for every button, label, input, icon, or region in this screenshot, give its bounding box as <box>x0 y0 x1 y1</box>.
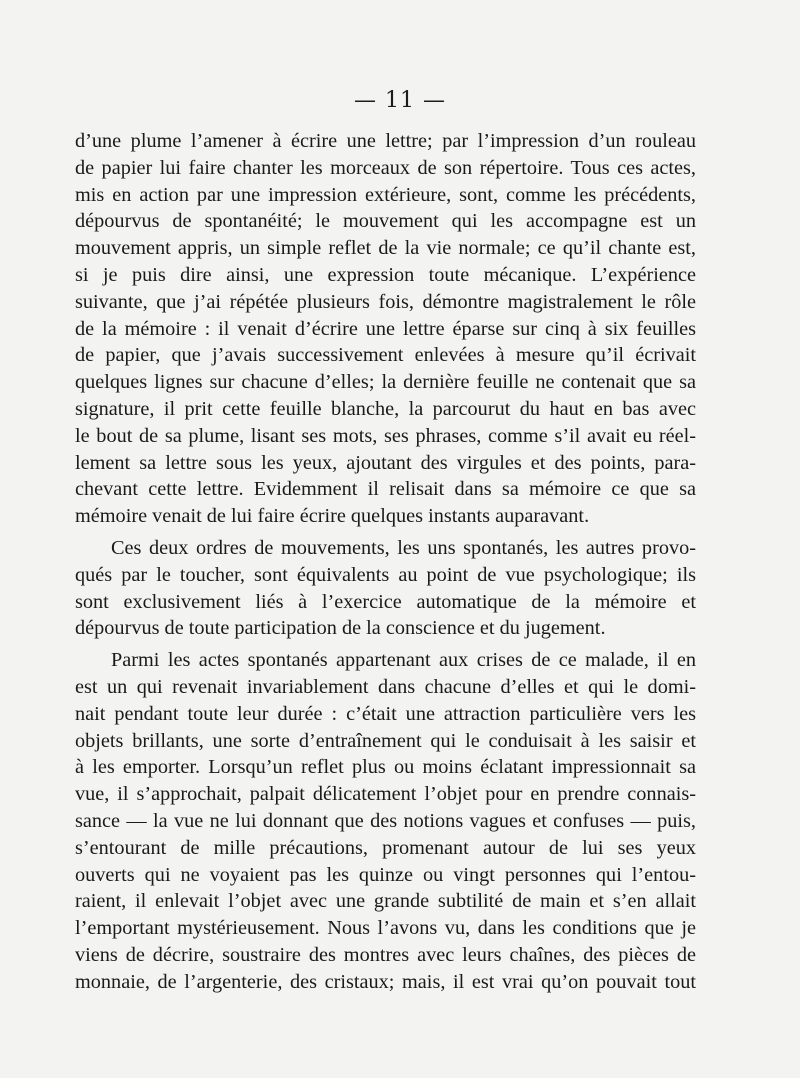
text-line: signature, il prit cette feuille blanche, la parcourut du haut en bas avec <box>75 397 696 420</box>
text-line: lement sa lettre sous les yeux, ajoutant des virgules et des points, para- <box>75 451 696 474</box>
text-line: qués par le toucher, sont équivalents au point de vue psychologique; ils <box>75 563 696 586</box>
text-line: raient, il enlevait l’objet avec une grande subtilité de main et s’en allait <box>75 890 696 913</box>
text-line: quelques lignes sur chacune d’elles; la dernière feuille ne contenait que sa <box>75 371 696 394</box>
text-line: l’emportant mystérieusement. Nous l’avons vu, dans les conditions que je <box>75 917 696 940</box>
text-line: suivante, que j’ai répétée plusieurs fois, démontre magistralement le rôle <box>75 290 696 313</box>
text-line: Parmi les actes spontanés appartenant aux crises de ce malade, il en <box>111 649 696 672</box>
text-line: vue, il s’approchait, palpait délicatement l’objet pour en prendre connais- <box>75 783 696 806</box>
text-line: Ces deux ordres de mouvements, les uns spontanés, les autres provo- <box>111 536 696 559</box>
paragraph-1 <box>75 128 696 530</box>
text-line: objets brillants, une sorte d’entraînement qui le conduisait à les saisir et <box>75 729 696 752</box>
text-line: à les emporter. Lorsqu’un reflet plus ou moins éclatant impressionnait sa <box>75 756 696 779</box>
text-line: chevant cette lettre. Evidemment il relisait dans sa mémoire ce que sa <box>75 478 696 501</box>
text-line: nait pendant toute leur durée : c’était une attraction particulière vers les <box>75 702 696 725</box>
text-line: mis en action par une impression extérieure, sont, comme les précédents, <box>75 183 696 206</box>
body-text <box>75 128 696 1001</box>
paragraph-2 <box>75 535 696 642</box>
text-line: sance — la vue ne lui donnant que des notions vagues et confuses — puis, <box>75 809 696 832</box>
text-line: de papier lui faire chanter les morceaux de son répertoire. Tous ces actes, <box>75 156 696 179</box>
text-line: le bout de sa plume, lisant ses mots, ses phrases, comme s’il avait eu réel- <box>75 424 696 447</box>
text-line: sont exclusivement liés à l’exercice automatique de la mémoire et <box>75 590 696 613</box>
text-line: est un qui revenait invariablement dans chacune d’elles et qui le domi- <box>75 675 696 698</box>
text-line: dépourvus de toute participation de la conscience et du jugement. <box>75 617 606 640</box>
text-line: de papier, que j’avais successivement enlevées à mesure qu’il écrivait <box>75 344 696 367</box>
text-line: s’entourant de mille précautions, promenant autour de lui ses yeux <box>75 836 696 859</box>
paragraph-3 <box>75 647 696 995</box>
text-line: mémoire venait de lui faire écrire quelques instants auparavant. <box>75 505 590 528</box>
text-line: monnaie, de l’argenterie, des cristaux; mais, il est vrai qu’on pouvait tout <box>75 970 696 993</box>
text-line: si je puis dire ainsi, une expression toute mécanique. L’expérience <box>75 263 696 286</box>
text-line: dépourvus de spontanéité; le mouvement qui les accompagne est un <box>75 210 696 233</box>
text-line: d’une plume l’amener à écrire une lettre; par l’impression d’un rouleau <box>75 130 696 152</box>
text-line: ouverts qui ne voyaient pas les quinze ou vingt personnes qui l’entou- <box>75 863 696 886</box>
text-line: de la mémoire : il venait d’écrire une lettre éparse sur cinq à six feuilles <box>75 317 696 340</box>
page-number: — 11 — <box>354 88 446 113</box>
text-line: mouvement appris, un simple reflet de la vie normale; ce qu’il chante est, <box>75 237 696 260</box>
text-line: viens de décrire, soustraire des montres avec leurs chaînes, des pièces de <box>75 943 696 966</box>
